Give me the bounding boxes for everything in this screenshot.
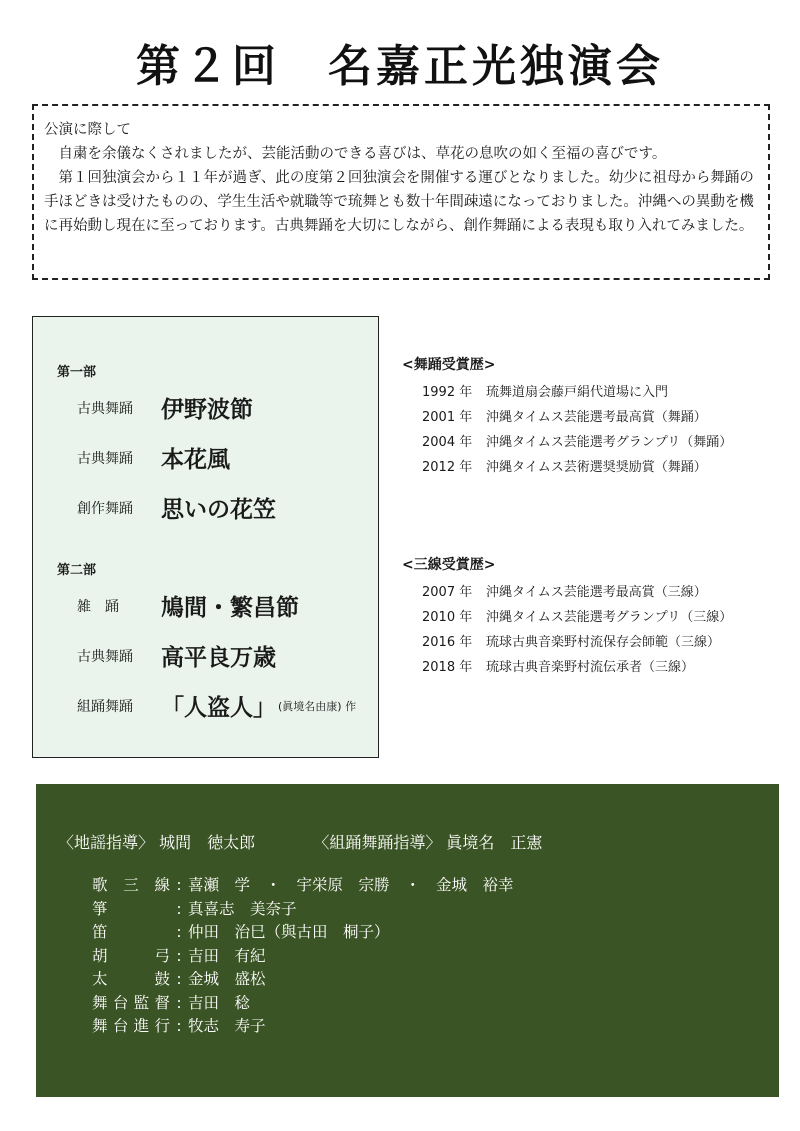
program-item [77,689,377,722]
program-title: 本花風 [161,446,230,473]
intro-heading: 公演に際して [44,122,131,138]
intro-paragraph: 自粛を余儀なくされましたが、芸能活動のできる喜びは、草花の息吹の如く至福の喜びです。 [58,146,667,162]
program-item [77,491,377,524]
program-item [77,391,377,424]
program-genre: 古典舞踊 [77,450,133,467]
director-name: 眞境名 正憲 [446,833,543,852]
award-row [422,430,792,455]
award-text: 琉舞道扇会藤戸絹代道場に入門 [486,385,669,400]
staff-row: 笛 : 仲田 治巳（與古田 桐子） [92,921,514,945]
staff-name: 吉田 稔 [188,993,251,1012]
award-text: 沖縄タイムス芸能選考最高賞（舞踊） [486,410,707,425]
intro-box [32,104,770,280]
award-year: 2018 年 [422,660,473,675]
program-title: 「人盗人」 [161,694,276,721]
award-year: 2004 年 [422,435,473,450]
program-title: 鳩間・繁昌節 [161,594,299,621]
award-year: 2007 年 [422,585,473,600]
sanshin-awards [402,554,792,680]
staff-row: 舞台監督 : 吉田 稔 [92,992,514,1016]
sanshin-awards-heading: <三線受賞歴> [402,557,496,573]
staff-name: 牧志 寿子 [188,1017,266,1035]
program-title: 思いの花笠 [161,496,276,523]
staff-row: 舞台進行 : 牧志 寿子 [92,1015,514,1039]
program-genre: 古典舞踊 [77,400,133,417]
staff-role: 箏 [92,899,108,918]
staff-name: 吉田 有紀 [188,946,266,965]
award-year: 1992 年 [422,385,473,400]
staff-role: 歌三線 [92,876,170,894]
award-text: 沖縄タイムス芸能選考グランプリ（三線） [486,610,733,625]
staff-role: 舞台進行 [92,1017,170,1035]
award-row [422,580,792,605]
director-line [58,830,542,853]
award-text: 沖縄タイムス芸術選奨奨励賞（舞踊） [486,460,707,475]
award-year: 2016 年 [422,635,473,650]
staff-list [92,874,514,1039]
award-year: 2001 年 [422,410,473,425]
program-item [77,441,377,474]
award-year: 2010 年 [422,610,473,625]
credits-panel [36,784,779,1097]
staff-name: 金城 盛松 [188,970,266,988]
program-note: (眞境名由康) 作 [278,699,357,713]
award-text: 琉球古典音楽野村流保存会師範（三線） [486,635,721,650]
staff-name: 喜瀬 学 ・ 宇栄原 宗勝 ・ 金城 裕幸 [188,876,514,894]
program-item [77,639,377,672]
award-row [422,455,792,480]
award-text: 琉球古典音楽野村流伝承者（三線） [486,660,695,675]
staff-role: 太鼓 [92,970,170,988]
award-row [422,380,792,405]
award-text: 沖縄タイムス芸能選考最高賞（三線） [486,585,707,600]
part2-label: 第二部 [57,563,97,578]
staff-row: 歌三線 : 喜瀬 学 ・ 宇栄原 宗勝 ・ 金城 裕幸 [92,874,514,898]
program-title: 伊野波節 [161,396,253,423]
program-genre: 雑 踊 [77,598,119,615]
award-text: 沖縄タイムス芸能選考グランプリ（舞踊） [486,435,733,450]
program-genre: 古典舞踊 [77,648,133,665]
program-genre: 創作舞踊 [77,500,133,517]
staff-role: 舞台監督 [92,993,170,1012]
part1-label: 第一部 [57,365,97,380]
award-row [422,630,792,655]
program-item [77,589,377,622]
award-row [422,405,792,430]
award-row [422,655,792,680]
award-row [422,605,792,630]
staff-row: 胡弓 : 吉田 有紀 [92,945,514,969]
director-name: 城間 徳太郎 [159,833,256,852]
award-year: 2012 年 [422,460,473,475]
dance-awards [402,354,792,480]
program-title: 高平良万歳 [161,644,276,671]
program-genre: 組踊舞踊 [77,698,133,715]
staff-name: 真喜志 美奈子 [188,899,297,918]
staff-row: 太鼓 : 金城 盛松 [92,968,514,992]
program-box [32,316,379,758]
staff-role: 笛 [92,923,108,941]
director-role: 〈組踊舞踊指導〉 [313,833,442,852]
intro-paragraph: 第１回独演会から１１年が過ぎ、此の度第２回独演会を開催する運びとなりました。幼少に祖母から舞踊の手ほどきは受けたものの、学生生活や就職等で琉舞とも数十年間疎遠になっておりました。沖縄への異動を機に再始動し現在に至っております。古典舞踊を大切にしながら、創作舞踊による表現も取り入れてみました。 [44,170,754,234]
staff-name: 仲田 治巳（與古田 桐子） [188,923,390,941]
staff-role: 胡弓 [92,946,170,965]
dance-awards-heading: <舞踊受賞歴> [402,357,496,373]
director-role: 〈地謡指導〉 [58,833,155,852]
page-title: 第２回 名嘉正光独演会 [136,41,664,92]
staff-row: 箏 : 真喜志 美奈子 [92,898,514,922]
